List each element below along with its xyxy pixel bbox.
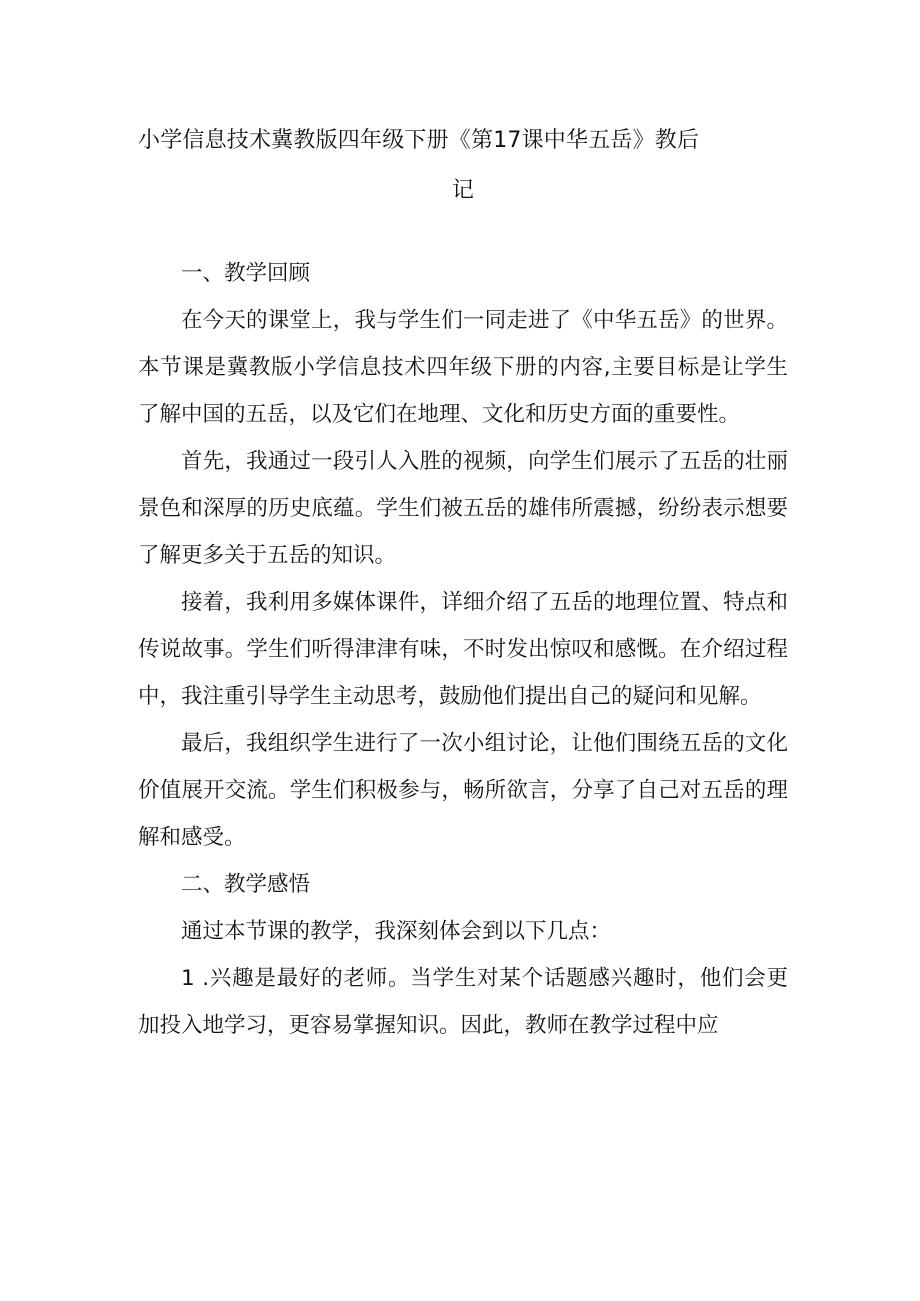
paragraph-video: 首先，我通过一段引人入胜的视频，向学生们展示了五岳的壮丽景色和深厚的历史底蕴。学生们被五岳的雄伟所震撼，纷纷表示想要了解更多关于五岳的知识。 (138, 449, 788, 568)
title-line-1: 小学信息技术冀教版四年级下册《第17课中华五岳》教后 (138, 128, 700, 153)
title-line-2: 记 (451, 178, 475, 203)
section-heading-reflection: 二、教学感悟 (181, 872, 311, 897)
paragraph-intro: 在今天的课堂上，我与学生们一同走进了《中华五岳》的世界。本节课是冀教版小学信息技术四年级下册的内容,主要目标是让学生了解中国的五岳，以及它们在地理、文化和历史方面的重要性。 (138, 308, 788, 427)
paragraph-reflection-intro: 通过本节课的教学，我深刻体会到以下几点： (181, 919, 612, 944)
document-title (138, 116, 788, 216)
paragraph-multimedia: 接着，我利用多媒体课件，详细介绍了五岳的地理位置、特点和传说故事。学生们听得津津有味，不时发出惊叹和感慨。在介绍过程中，我注重引导学生主动思考，鼓励他们提出自己的疑问和见解。 (138, 590, 788, 709)
section-heading-review: 一、教学回顾 (181, 261, 311, 286)
paragraph-point-1: 1 .兴趣是最好的老师。当学生对某个话题感兴趣时，他们会更加投入地学习，更容易掌握知识。因此，教师在教学过程中应 (138, 966, 788, 1038)
paragraph-discussion: 最后，我组织学生进行了一次小组讨论，让他们围绕五岳的文化价值展开交流。学生们积极参与，畅所欲言，分享了自己对五岳的理解和感受。 (138, 731, 788, 850)
document-body (138, 250, 788, 1049)
